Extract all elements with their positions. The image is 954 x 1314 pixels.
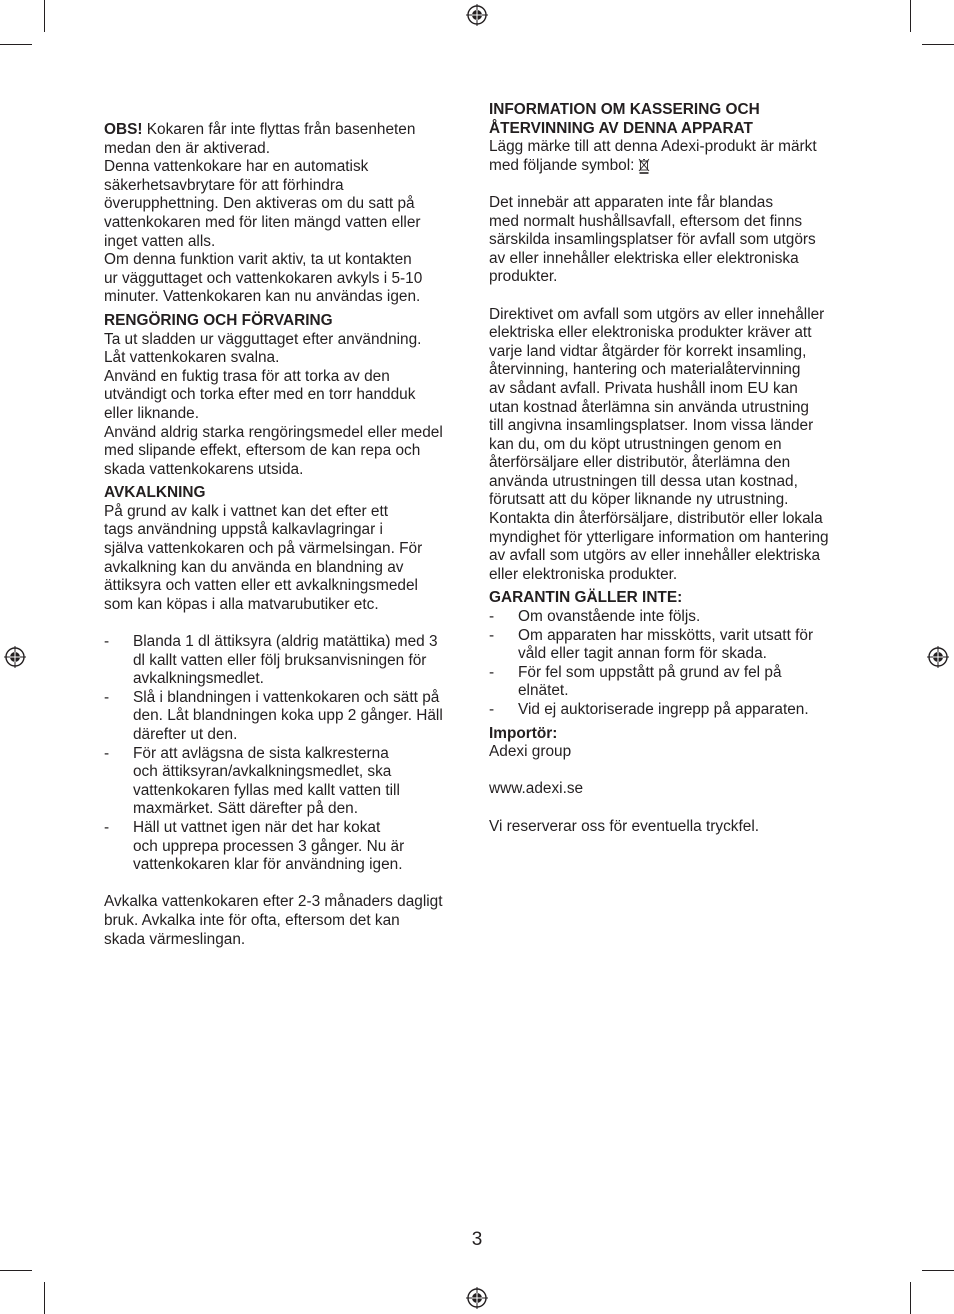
list-item: - Vid ej auktoriserade ingrepp på apparaten. bbox=[489, 701, 809, 718]
descaling-steps-list bbox=[104, 633, 466, 875]
list-item: - Häll ut vattnet igen när det har kokat och upprepa processen 3 gånger. Nu är vattenkokaren klar för användning igen. bbox=[104, 818, 405, 874]
descaling-footer: Avkalka vattenkokaren efter 2-3 månaders dagligt bruk. Avkalka inte för ofta, eftersom det kan skada värmeslingan. bbox=[104, 893, 443, 948]
disposal-text-2: Direktivet om avfall som utgörs av eller innehåller elektriska eller elektroniska produkter kräver att varje land vidtar åtgärder för korrekt insamling, återvinning, hantering och materialåtervinning av sådant avfall. Privata hushåll inom EU kan utan kostnad återlämna sin använda utrustning till angivna insamlingsplatser. Inom vissa länder kan du, om du köpt utrustningen genom en återförsäljare eller distributör, återlämna den använda utrustningen till dessa utan kostnad, förutsatt att du köper liknande ny utrustning. Kontakta din återförsäljare, distributör eller lokala myndighet för ytterligare information om hantering av avfall som utgörs av eller innehåller elektriska eller elektroniska produkter. bbox=[489, 305, 829, 583]
cleaning-text: Ta ut sladden ur vägguttaget efter användning. Låt vattenkokaren svalna. Använd en fuktig trasa för att torka av den utvändigt och torka efter med en torr handduk eller liknande. Använd aldrig starka rengöringsmedel eller medel med slipande effekt, eftersom de kan repa och skada vattenkokarens utsida. bbox=[104, 330, 443, 478]
list-item: - Om apparaten har misskötts, varit utsatt för våld eller tagit annan form för skada. bbox=[489, 626, 814, 663]
list-item-text: För fel som uppstått på grund av fel på elnätet. bbox=[518, 663, 782, 700]
descaling-heading: AVKALKNING bbox=[104, 484, 206, 502]
disclaimer-text: Vi reserverar oss för eventuella tryckfel. bbox=[489, 817, 760, 835]
list-item-text: Vid ej auktoriserade ingrepp på apparaten. bbox=[518, 701, 809, 718]
page-number: 3 bbox=[471, 1229, 483, 1250]
disposal-intro-paragraph bbox=[489, 138, 853, 175]
crossed-out-wheelie-bin-icon bbox=[638, 158, 650, 174]
importer-heading: Importör: bbox=[489, 724, 558, 742]
list-item-text: Häll ut vattnet igen när det har kokat och upprepa processen 3 gånger. Nu är vattenkokaren klar för användning igen. bbox=[133, 818, 405, 874]
crop-mark bbox=[910, 1282, 911, 1314]
registration-mark-icon bbox=[927, 646, 949, 668]
registration-mark-icon bbox=[466, 1287, 488, 1309]
list-item: - Om ovanstående inte följs. bbox=[489, 608, 701, 626]
registration-mark-icon bbox=[466, 4, 488, 26]
list-item-text: Slå i blandningen i vattenkokaren och sätt på den. Låt blandningen koka upp 2 gånger. Häll därefter ut den. bbox=[133, 688, 443, 743]
list-item: - Slå i blandningen i vattenkokaren och sätt på den. Låt blandningen koka upp 2 gånger. Häll därefter ut den. bbox=[104, 688, 443, 743]
disposal-intro: Lägg märke till att denna Adexi-produkt är märkt med följande symbol: bbox=[489, 138, 817, 174]
list-item-text: Om apparaten har misskötts, varit utsatt för våld eller tagit annan form för skada. bbox=[518, 626, 814, 663]
list-item-text: Blanda 1 dl ättiksyra (aldrig matättika) med 3 dl kallt vatten eller följ bruksanvisningen för avkalkningsmedlet. bbox=[133, 633, 438, 688]
descaling-text: På grund av kalk i vattnet kan det efter ett tags användning uppstå kalkavlagringar i själva vattenkokaren och på värmelsingan. För avkalkning kan du använda en blandning av ättiksyra och vatten eller ett avkalkningsmedel som kan köpas i alla matvarubutiker etc. bbox=[104, 502, 423, 613]
obs-text: Kokaren får inte flyttas från basenheten medan den är aktiverad. Denna vattenkokare har en automatisk säkerhetsavbrytare för att förhindra överupphettning. Den aktiveras om du satt på vattenkokaren med för liten mängd vatten eller inget vatten alls. Om denna funktion varit aktiv, ta ut kontakten ur vägguttaget och vattenkokaren avkyls i 5-10 minuter. Vattenkokaren kan nu användas igen. bbox=[104, 121, 423, 306]
importer-name: Adexi group bbox=[489, 743, 572, 761]
left-column bbox=[104, 121, 466, 949]
obs-label: OBS! bbox=[104, 121, 143, 138]
crop-mark bbox=[44, 0, 45, 32]
crop-mark bbox=[922, 44, 954, 45]
cleaning-heading: RENGÖRING OCH FÖRVARING bbox=[104, 311, 333, 329]
crop-mark bbox=[0, 1270, 32, 1271]
registration-mark-icon bbox=[4, 646, 26, 668]
list-item-text: För att avlägsna de sista kalkresterna och ättiksyran/avkalkningsmedlet, ska vattenkokaren fyllas med kallt vatten till maxmärket. Sätt därefter på den. bbox=[133, 744, 400, 818]
obs-paragraph bbox=[104, 121, 466, 307]
disposal-text-1: Det innebär att apparaten inte får blandas med normalt hushållsavfall, eftersom det finns särskilda insamlingsplatser för avfall som utgörs av eller innehåller elektriska eller elektroniska produkter. bbox=[489, 193, 816, 286]
list-item: - För att avlägsna de sista kalkresterna och ättiksyran/avkalkningsmedlet, ska vattenkokaren fyllas med kallt vatten till maxmärket. Sätt därefter på den. bbox=[104, 744, 400, 818]
crop-mark bbox=[0, 44, 32, 45]
crop-mark bbox=[910, 0, 911, 32]
website-text: www.adexi.se bbox=[489, 780, 584, 798]
list-item: - Blanda 1 dl ättiksyra (aldrig matättika) med 3 dl kallt vatten eller följ bruksanvisningen för avkalkningsmedlet. bbox=[104, 633, 438, 688]
list-item-text: Om ovanstående inte följs. bbox=[518, 608, 701, 626]
warranty-heading: GARANTIN GÄLLER INTE: bbox=[489, 589, 683, 607]
crop-mark bbox=[922, 1270, 954, 1271]
warranty-list bbox=[489, 608, 853, 720]
crop-mark bbox=[44, 1282, 45, 1314]
list-item: - För fel som uppstått på grund av fel på elnätet. bbox=[489, 663, 782, 700]
right-column bbox=[489, 101, 853, 836]
disposal-heading: INFORMATION OM KASSERING OCH ÅTERVINNING AV DENNA APPARAT bbox=[489, 101, 760, 137]
